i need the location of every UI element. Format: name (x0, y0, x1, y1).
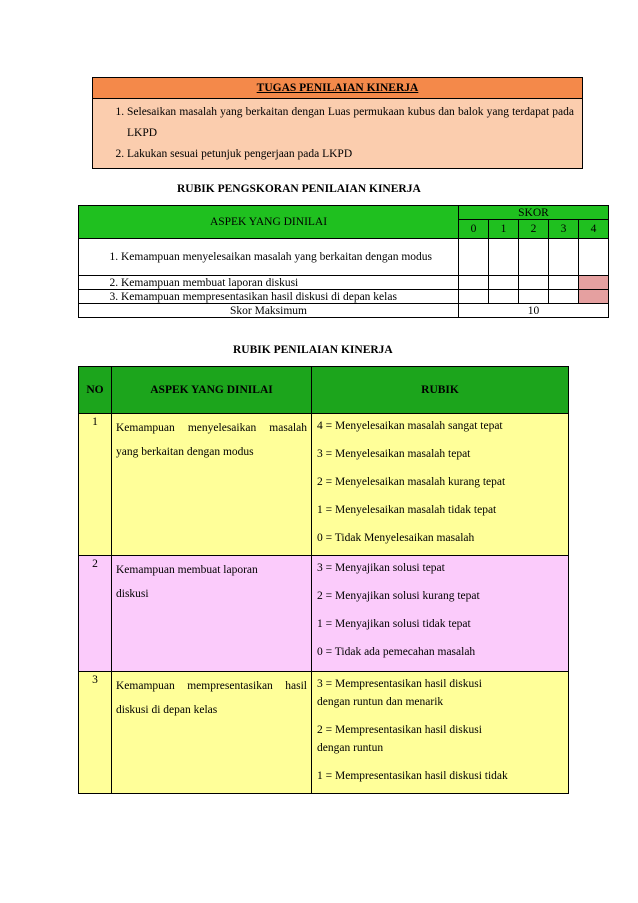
rubric-row (79, 556, 569, 672)
row-number: 3 (79, 672, 112, 794)
scoring-aspect-row: 1. Kemampuan menyelesaikan masalah yang berkaitan dengan modus (121, 247, 450, 267)
row-number: 2 (79, 556, 112, 672)
scoring-title: RUBIK PENGSKORAN PENILAIAN KINERJA (177, 183, 421, 195)
max-score-label: Skor Maksimum (79, 304, 459, 318)
scoring-table (78, 205, 609, 318)
score-cell (459, 276, 489, 290)
score-cell (549, 276, 579, 290)
scoring-aspect-row: 2. Kemampuan membuat laporan diskusi (121, 277, 458, 289)
rubric-row (79, 672, 569, 794)
row-rubric (312, 672, 569, 794)
rubric-line: 2 = Menyelesaikan masalah kurang tepat (317, 476, 506, 488)
rubric-header: RUBIK (312, 367, 569, 414)
task-item: 2. Lakukan sesuai petunjuk pengerjaan pada LKPD (127, 144, 576, 165)
score-header: 0 (459, 220, 489, 239)
score-cell (579, 239, 609, 276)
rubric-line: 1 = Menyelesaikan masalah tidak tepat (317, 504, 497, 516)
score-cell (459, 239, 489, 276)
row-aspect: Kemampuan membuat laporan diskusi (112, 556, 312, 672)
rubric-line: 3 = Menyelesaikan masalah tepat (317, 448, 471, 460)
row-aspect: Kemampuan mempresentasikan hasil diskusi di depan kelas (112, 672, 312, 794)
scoring-aspect-row: 3. Kemampuan mempresentasikan hasil diskusi di depan kelas (121, 291, 458, 303)
row-aspect: Kemampuan menyelesaikan masalah yang berkaitan dengan modus (112, 414, 312, 556)
rubric-line: 2 = Menyajikan solusi kurang tepat (317, 590, 480, 602)
score-cell (459, 290, 489, 304)
skor-header: SKOR (459, 206, 609, 220)
rubric-line: 3 = Mempresentasikan hasil diskusi dengan runtun dan menarik (317, 678, 482, 708)
row-rubric (312, 556, 569, 672)
rubric-line: 0 = Tidak ada pemecahan masalah (317, 646, 476, 658)
rubric-line: 0 = Tidak Menyelesaikan masalah (317, 532, 475, 544)
rubric-line: 1 = Menyajikan solusi tidak tepat (317, 618, 471, 630)
task-box (92, 77, 583, 169)
task-item: 1. Selesaikan masalah yang berkaitan dengan Luas permukaan kubus dan balok yang terdapat pada LKPD (127, 102, 576, 144)
rubric-line: 2 = Mempresentasikan hasil diskusi dengan runtun (317, 724, 482, 754)
rubric-line: 1 = Mempresentasikan hasil diskusi tidak (317, 770, 508, 782)
score-cell (549, 239, 579, 276)
no-header: NO (79, 367, 112, 414)
score-cell (549, 290, 579, 304)
score-cell (489, 276, 519, 290)
max-score-value: 10 (459, 304, 609, 318)
aspect-header: ASPEK YANG DINILAI (112, 367, 312, 414)
rubric-line: 3 = Menyajikan solusi tepat (317, 562, 445, 574)
rubric-row (79, 414, 569, 556)
score-cell-shaded (579, 276, 609, 290)
score-cell-shaded (579, 290, 609, 304)
task-title: TUGAS PENILAIAN KINERJA (93, 78, 583, 99)
aspect-header: ASPEK YANG DINILAI (79, 206, 459, 239)
row-rubric (312, 414, 569, 556)
score-header: 3 (549, 220, 579, 239)
score-header: 1 (489, 220, 519, 239)
score-cell (489, 290, 519, 304)
rubric-title: RUBIK PENILAIAN KINERJA (233, 344, 393, 356)
score-header: 4 (579, 220, 609, 239)
task-list (99, 102, 576, 165)
score-cell (519, 276, 549, 290)
score-header: 2 (519, 220, 549, 239)
row-number: 1 (79, 414, 112, 556)
score-cell (519, 290, 549, 304)
rubric-table (78, 366, 569, 794)
score-cell (519, 239, 549, 276)
score-cell (489, 239, 519, 276)
rubric-line: 4 = Menyelesaikan masalah sangat tepat (317, 420, 503, 432)
